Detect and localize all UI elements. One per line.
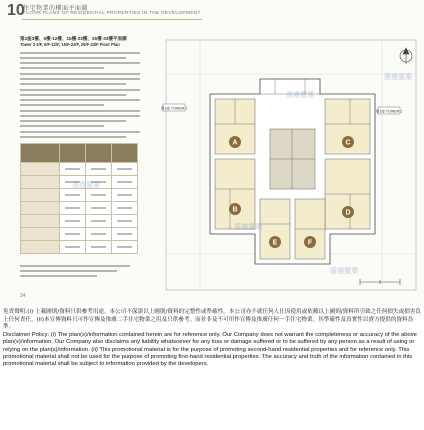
notes-paragraph (20, 131, 140, 138)
table-footnotes (20, 262, 130, 280)
watermark-logo: 香港置業 (384, 74, 412, 81)
tower-tag (376, 107, 403, 114)
watermark-logo: 香港置業 (286, 92, 314, 99)
unit-block-b (215, 159, 255, 229)
page-title-zh: 住宅物業的樓面平面圖 (23, 6, 89, 12)
unit-label-b: B (232, 206, 238, 214)
floor-height-table (20, 143, 138, 254)
notes-paragraph (20, 73, 140, 85)
brochure-page-number: 24 (20, 293, 26, 299)
tower-label: 第1座 TOWER 1 (160, 106, 188, 111)
watermark-logo: 香港置業 (72, 182, 100, 189)
notes-paragraph (20, 52, 140, 69)
disclaimer-en: Disclaimer Policy: (i) The plan(s)/information contained herein are for reference only. Our Company does not warrant the completeness or accuracy of the above plan(s)/information. Our Company also disclaims any liability whatsoever for any loss or damage suffered or to be suffered by any person as a result of using or relying on the plan(s)/information. (ii) This promotional material is for the purpose of promoting second-hand residential properties and for reference only. This promotional material shall not be used for the purpose of promoting first-hand residential properties. The accuracy and truth of the information contained in this promotional material shall be subject to information provided by the developers. (3, 331, 417, 368)
unit-label-d: D (345, 209, 351, 217)
unit-label-f: F (307, 239, 313, 247)
north-arrow-icon (400, 48, 412, 64)
unit-label-c: C (345, 139, 351, 147)
notes-paragraph (20, 89, 140, 106)
disclaimer-zh: 免責聲明:(i) 上載圖則/資料只供參考用途。本公司不保證以上圖則/資料的完整性或準確性。本公司亦不就任何人仕因使用或依賴以上圖則/資料所引致之任何損失或損害負上任何責任。(ii)本宣傳資料只可作宣傳及推廣二手住宅物業之用及只供參考。而並非及不可用作宣傳及推廣任何一手住宅物業。其準確性及真實性以賣方提供的資料為準。 (3, 309, 421, 331)
watermark-logo: 香港置業 (234, 224, 262, 231)
scale-bar (360, 279, 400, 285)
header-divider (22, 19, 202, 20)
page-title-en: FLOOR PLANS OF RESIDENTIAL PROPERTIES IN THE DEVELOPMENT (23, 11, 201, 16)
unit-block-e (260, 199, 290, 259)
floor-plan-subtitle-en: Tower 2 3/F, 5/F-12/F, 15/F-23/F, 25/F-33/F Floor Plan (20, 42, 120, 47)
page-section-number: 10 (7, 2, 25, 19)
disclaimer-block (3, 309, 421, 369)
tower-tag (161, 104, 188, 111)
description-column (20, 36, 140, 141)
floor-plan-drawing (160, 34, 422, 296)
unit-label-a: A (232, 139, 238, 147)
notes-paragraph (20, 110, 140, 127)
unit-label-e: E (272, 239, 278, 247)
tower-label: 第1座 TOWER 1 (375, 109, 403, 114)
floor-plan-subtitle-zh: 第2座3樓、5樓-12樓、15樓-23樓、25樓-33樓平面圖 (20, 36, 127, 41)
watermark-logo: 香港置業 (330, 268, 358, 275)
